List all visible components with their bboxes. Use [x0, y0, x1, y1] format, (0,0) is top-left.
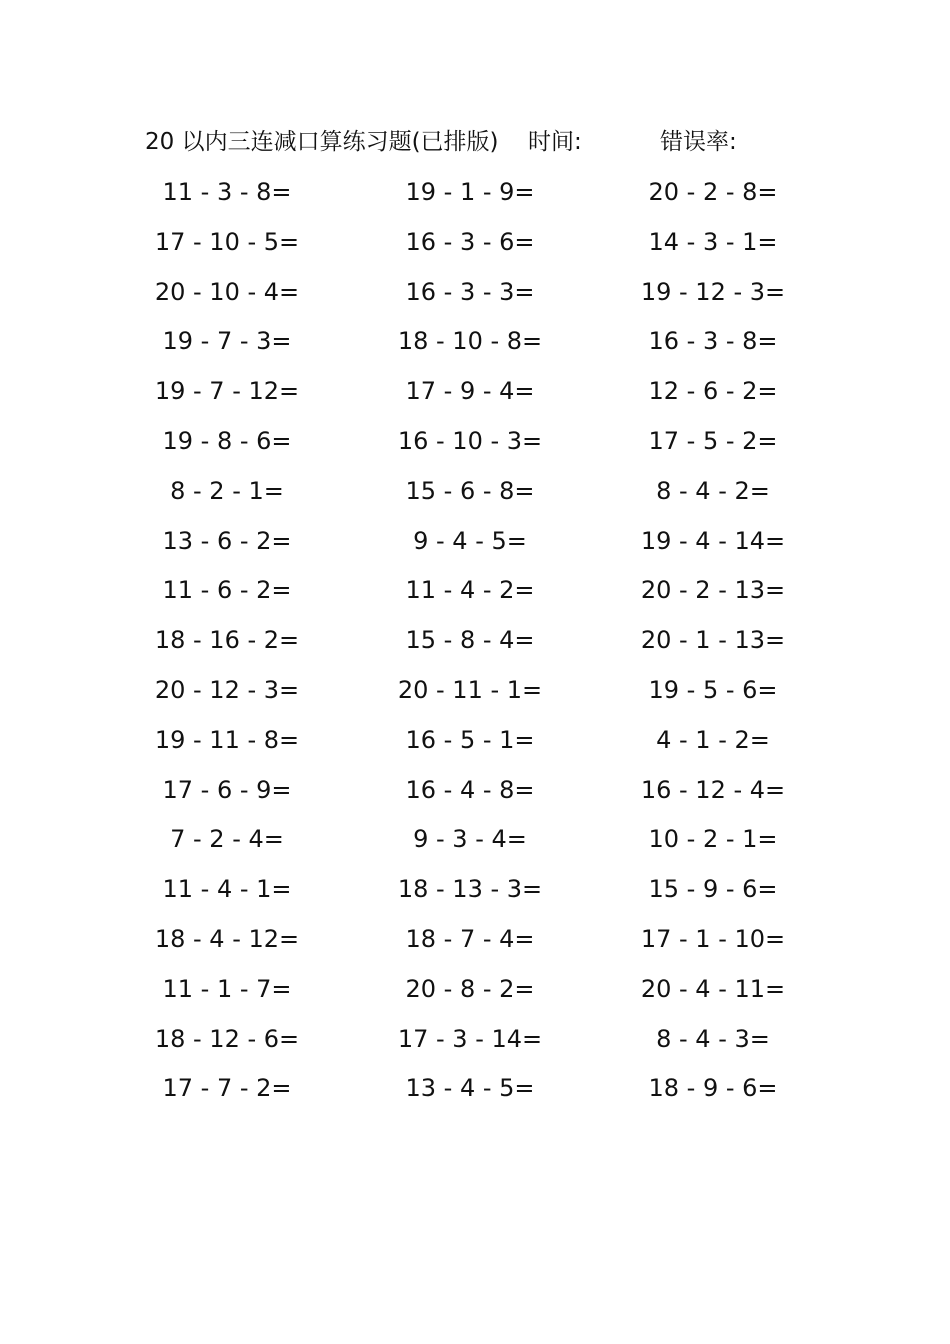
math-problem: 20 - 10 - 4= — [154, 277, 300, 306]
math-problem: 16 - 3 - 8= — [648, 327, 778, 356]
math-problem: 8 - 4 - 2= — [656, 476, 770, 505]
math-problem: 8 - 4 - 3= — [656, 1024, 770, 1053]
problem-row — [0, 770, 950, 820]
math-problem: 13 - 4 - 5= — [405, 1074, 535, 1103]
math-problem: 18 - 4 - 12= — [154, 924, 300, 953]
problem-row — [0, 471, 950, 521]
math-problem: 17 - 7 - 2= — [162, 1074, 292, 1103]
math-problem: 18 - 10 - 8= — [397, 327, 543, 356]
math-problem: 11 - 3 - 8= — [162, 178, 292, 206]
problem-row — [0, 819, 950, 869]
problem-row — [0, 421, 950, 471]
math-problem: 12 - 6 - 2= — [648, 377, 778, 406]
math-problem: 19 - 11 - 8= — [154, 725, 300, 754]
problem-row — [0, 222, 950, 272]
math-problem: 15 - 9 - 6= — [648, 875, 778, 904]
math-problem: 20 - 2 - 8= — [648, 178, 778, 206]
math-problem: 16 - 5 - 1= — [405, 725, 535, 754]
math-problem: 10 - 2 - 1= — [648, 825, 778, 854]
math-problem: 16 - 3 - 6= — [405, 227, 535, 256]
math-problem: 11 - 1 - 7= — [162, 974, 292, 1003]
math-problem: 19 - 7 - 3= — [162, 327, 292, 356]
math-problem: 18 - 9 - 6= — [648, 1074, 778, 1103]
worksheet-header — [0, 124, 950, 160]
problem-row — [0, 869, 950, 919]
math-problem: 7 - 2 - 4= — [170, 825, 284, 854]
math-problem: 19 - 7 - 12= — [154, 377, 300, 406]
problem-row — [0, 521, 950, 571]
math-problem: 20 - 8 - 2= — [405, 974, 535, 1003]
math-problem: 20 - 12 - 3= — [154, 675, 300, 704]
problem-row — [0, 1068, 950, 1118]
math-problem: 17 - 3 - 14= — [397, 1024, 543, 1053]
math-problem: 15 - 8 - 4= — [405, 626, 535, 655]
math-problem: 15 - 6 - 8= — [405, 476, 535, 505]
math-problem: 20 - 11 - 1= — [397, 675, 543, 704]
math-problem: 19 - 1 - 9= — [405, 178, 535, 206]
problem-row — [0, 371, 950, 421]
math-problem: 11 - 6 - 2= — [162, 576, 292, 605]
math-problem: 11 - 4 - 2= — [405, 576, 535, 605]
math-problem: 18 - 7 - 4= — [405, 924, 535, 953]
worksheet-title: 20 以内三连减口算练习题(已排版) — [145, 129, 499, 155]
math-problem: 13 - 6 - 2= — [162, 526, 292, 555]
error-rate-label: 错误率: — [660, 129, 737, 155]
math-problem: 9 - 3 - 4= — [413, 825, 527, 854]
math-problem: 11 - 4 - 1= — [162, 875, 292, 904]
problem-row — [0, 570, 950, 620]
math-problem: 9 - 4 - 5= — [413, 526, 527, 555]
math-problem: 16 - 12 - 4= — [640, 775, 786, 804]
math-problem: 18 - 13 - 3= — [397, 875, 543, 904]
time-label: 时间: — [528, 129, 582, 155]
problem-row — [0, 670, 950, 720]
math-problem: 18 - 12 - 6= — [154, 1024, 300, 1053]
problem-row — [0, 172, 950, 222]
math-problem: 20 - 1 - 13= — [640, 626, 786, 655]
problem-grid — [0, 172, 950, 1118]
math-problem: 16 - 10 - 3= — [397, 426, 543, 455]
problem-row — [0, 1019, 950, 1069]
problem-row — [0, 720, 950, 770]
math-problem: 19 - 5 - 6= — [648, 675, 778, 704]
problem-row — [0, 969, 950, 1019]
problem-row — [0, 321, 950, 371]
math-problem: 20 - 2 - 13= — [640, 576, 786, 605]
math-problem: 4 - 1 - 2= — [656, 725, 770, 754]
math-problem: 19 - 12 - 3= — [640, 277, 786, 306]
math-problem: 19 - 8 - 6= — [162, 426, 292, 455]
math-problem: 19 - 4 - 14= — [640, 526, 786, 555]
math-problem: 17 - 10 - 5= — [154, 227, 300, 256]
math-problem: 17 - 9 - 4= — [405, 377, 535, 406]
problem-row — [0, 919, 950, 969]
math-problem: 17 - 5 - 2= — [648, 426, 778, 455]
math-problem: 17 - 6 - 9= — [162, 775, 292, 804]
math-problem: 16 - 4 - 8= — [405, 775, 535, 804]
math-problem: 14 - 3 - 1= — [648, 227, 778, 256]
math-problem: 17 - 1 - 10= — [640, 924, 786, 953]
problem-row — [0, 620, 950, 670]
math-problem: 16 - 3 - 3= — [405, 277, 535, 306]
math-problem: 8 - 2 - 1= — [170, 476, 284, 505]
problem-row — [0, 272, 950, 322]
math-problem: 18 - 16 - 2= — [154, 626, 300, 655]
math-problem: 20 - 4 - 11= — [640, 974, 786, 1003]
